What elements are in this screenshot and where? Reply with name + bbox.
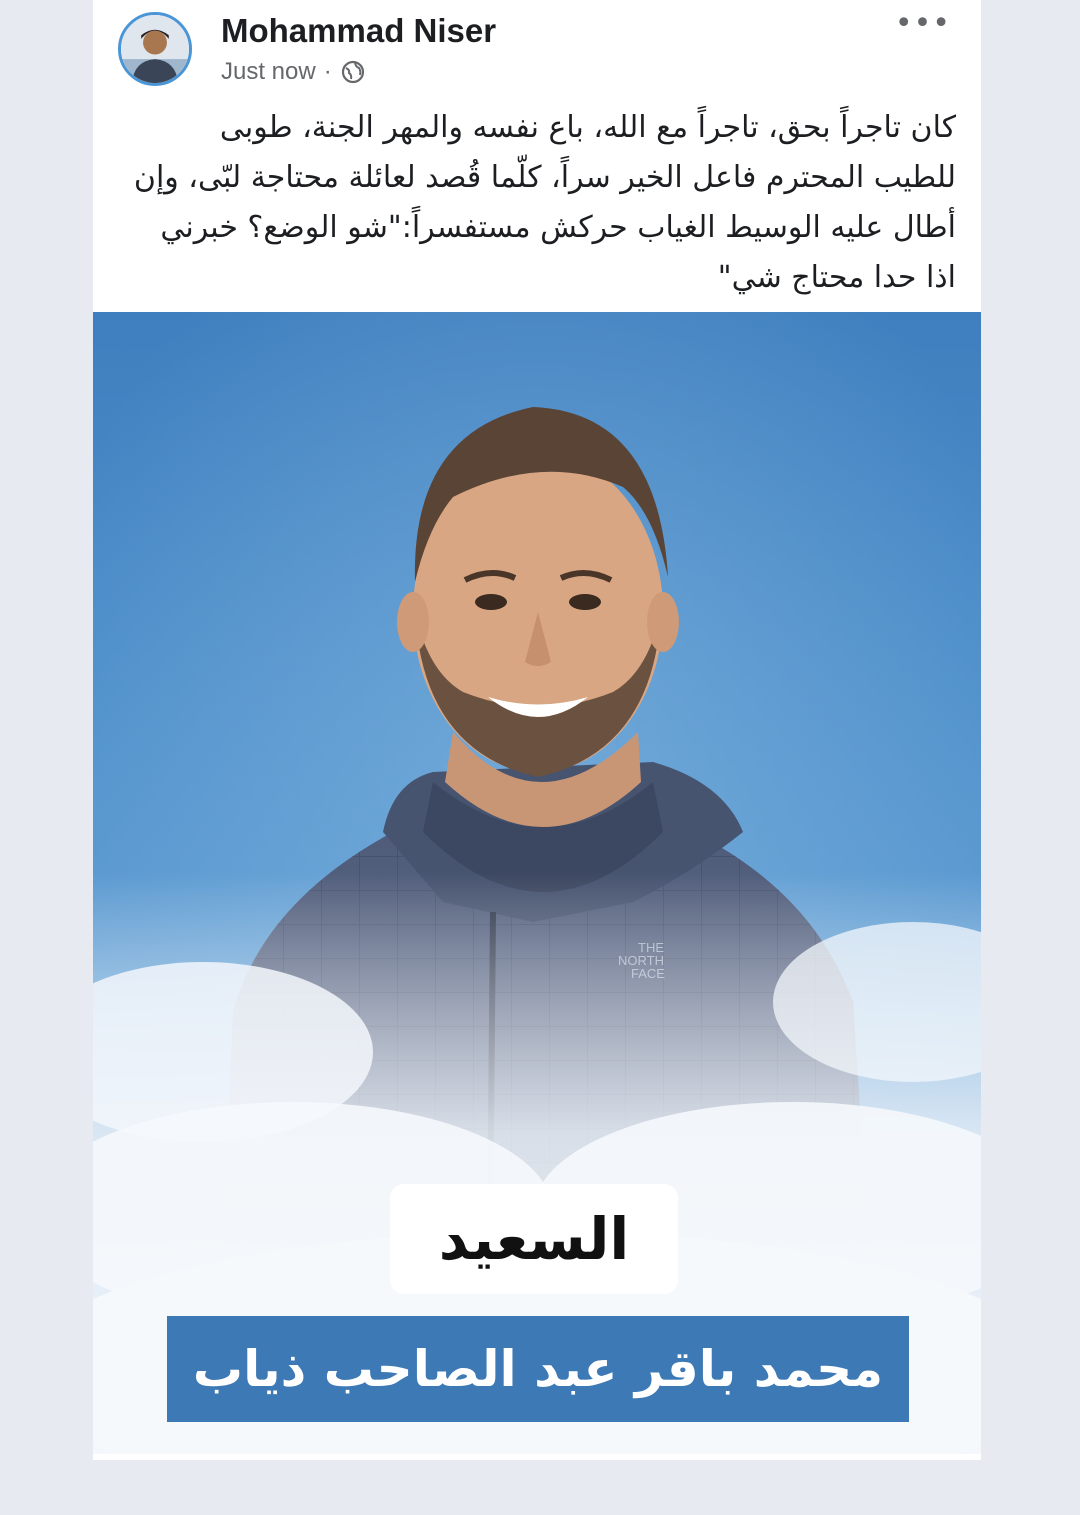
post-card [93, 0, 981, 1460]
post-header [93, 0, 981, 100]
memorial-photo[interactable] [93, 312, 981, 1454]
meta-separator: · [323, 58, 332, 85]
more-options-icon[interactable]: ••• [894, 6, 951, 41]
epithet-label: السعيد [390, 1184, 678, 1294]
post-meta [221, 58, 366, 86]
globe-icon[interactable] [340, 59, 366, 85]
author-name[interactable]: Mohammad Niser [221, 12, 497, 49]
avatar-image [121, 15, 189, 83]
name-banner: محمد باقر عبد الصاحب ذياب [167, 1316, 909, 1422]
avatar[interactable] [118, 12, 192, 86]
timestamp[interactable]: Just now [221, 58, 316, 85]
post-text: كان تاجراً بحق، تاجراً مع الله، باع نفسه والمهر الجنة، طوبى للطيب المحترم فاعل الخير سراً، كلّما قُصد لعائلة محتاجة لبّى، وإن أطال عليه الوسيط الغياب حركش مستفسراً:"شو الوضع؟ خبرني اذا حدا محتاج شي" [133, 110, 956, 295]
